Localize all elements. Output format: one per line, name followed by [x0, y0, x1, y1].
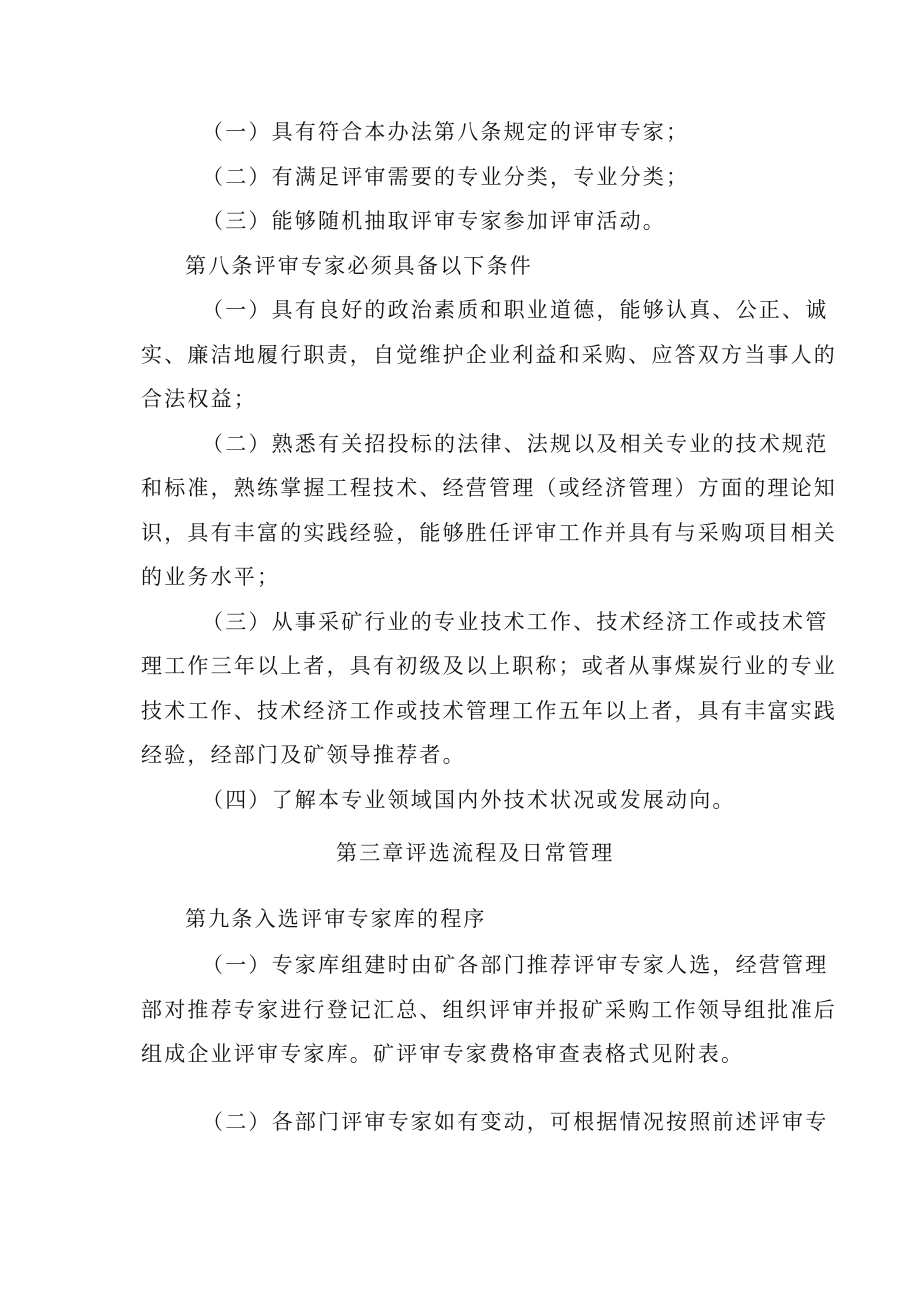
article-8-item-2-line-1: （二）熟悉有关招投标的法律、法规以及相关专业的技术规范 — [202, 432, 829, 456]
article-8-item-3-line-2: 理工作三年以上者，具有初级及以上职称；或者从事煤炭行业的专业 — [141, 654, 837, 678]
article-9-title: 第九条入选评审专家库的程序 — [185, 907, 487, 931]
article-8-item-4-line: （四）了解本专业领域国内外技术状况或发展动向。 — [202, 788, 736, 812]
item-1-line: （一）具有符合本办法第八条规定的评审专家； — [202, 120, 690, 144]
item-3-line: （三）能够随机抽取评审专家参加评审活动。 — [202, 209, 666, 233]
article-8-item-3-line-3: 技术工作、技术经济工作或技术管理工作五年以上者，具有丰富实践 — [141, 699, 837, 723]
article-9-item-1-line-2: 部对推荐专家进行登记汇总、组织评审并报矿采购工作领导组批准后 — [141, 998, 837, 1022]
article-8-title: 第八条评审专家必须具备以下条件 — [185, 254, 533, 278]
article-9-item-1-line-3: 组成企业评审专家库。矿评审专家费格审查表格式见附表。 — [141, 1042, 745, 1066]
item-2-line: （二）有满足评审需要的专业分类，专业分类； — [202, 165, 690, 189]
chapter-3-heading: 第三章评选流程及日常管理 — [336, 841, 615, 865]
article-9-item-2-line-1: （二）各部门评审专家如有变动，可根据情况按照前述评审专 — [202, 1110, 829, 1134]
article-8-item-2-line-2: 和标准，熟练掌握工程技术、经营管理（或经济管理）方面的理论知 — [141, 476, 837, 500]
article-8-item-1-line-2: 实、廉洁地履行职责，自觉维护企业利益和采购、应答双方当事人的 — [141, 343, 837, 367]
article-9-item-1-line-1: （一）专家库组建时由矿各部门推荐评审专家人选，经营管理 — [202, 953, 829, 977]
article-8-item-3-line-1: （三）从事采矿行业的专业技术工作、技术经济工作或技术管 — [202, 610, 829, 634]
article-8-item-3-line-4: 经验，经部门及矿领导推荐者。 — [141, 743, 466, 767]
article-8-item-2-line-4: 的业务水平； — [141, 565, 281, 589]
article-8-item-1-line-3: 合法权益； — [141, 387, 257, 411]
article-8-item-2-line-3: 识，具有丰富的实践经验，能够胜任评审工作并具有与采购项目相关 — [141, 521, 837, 545]
article-8-item-1-line-1: （一）具有良好的政治素质和职业道德，能够认真、公正、诚 — [202, 298, 829, 322]
